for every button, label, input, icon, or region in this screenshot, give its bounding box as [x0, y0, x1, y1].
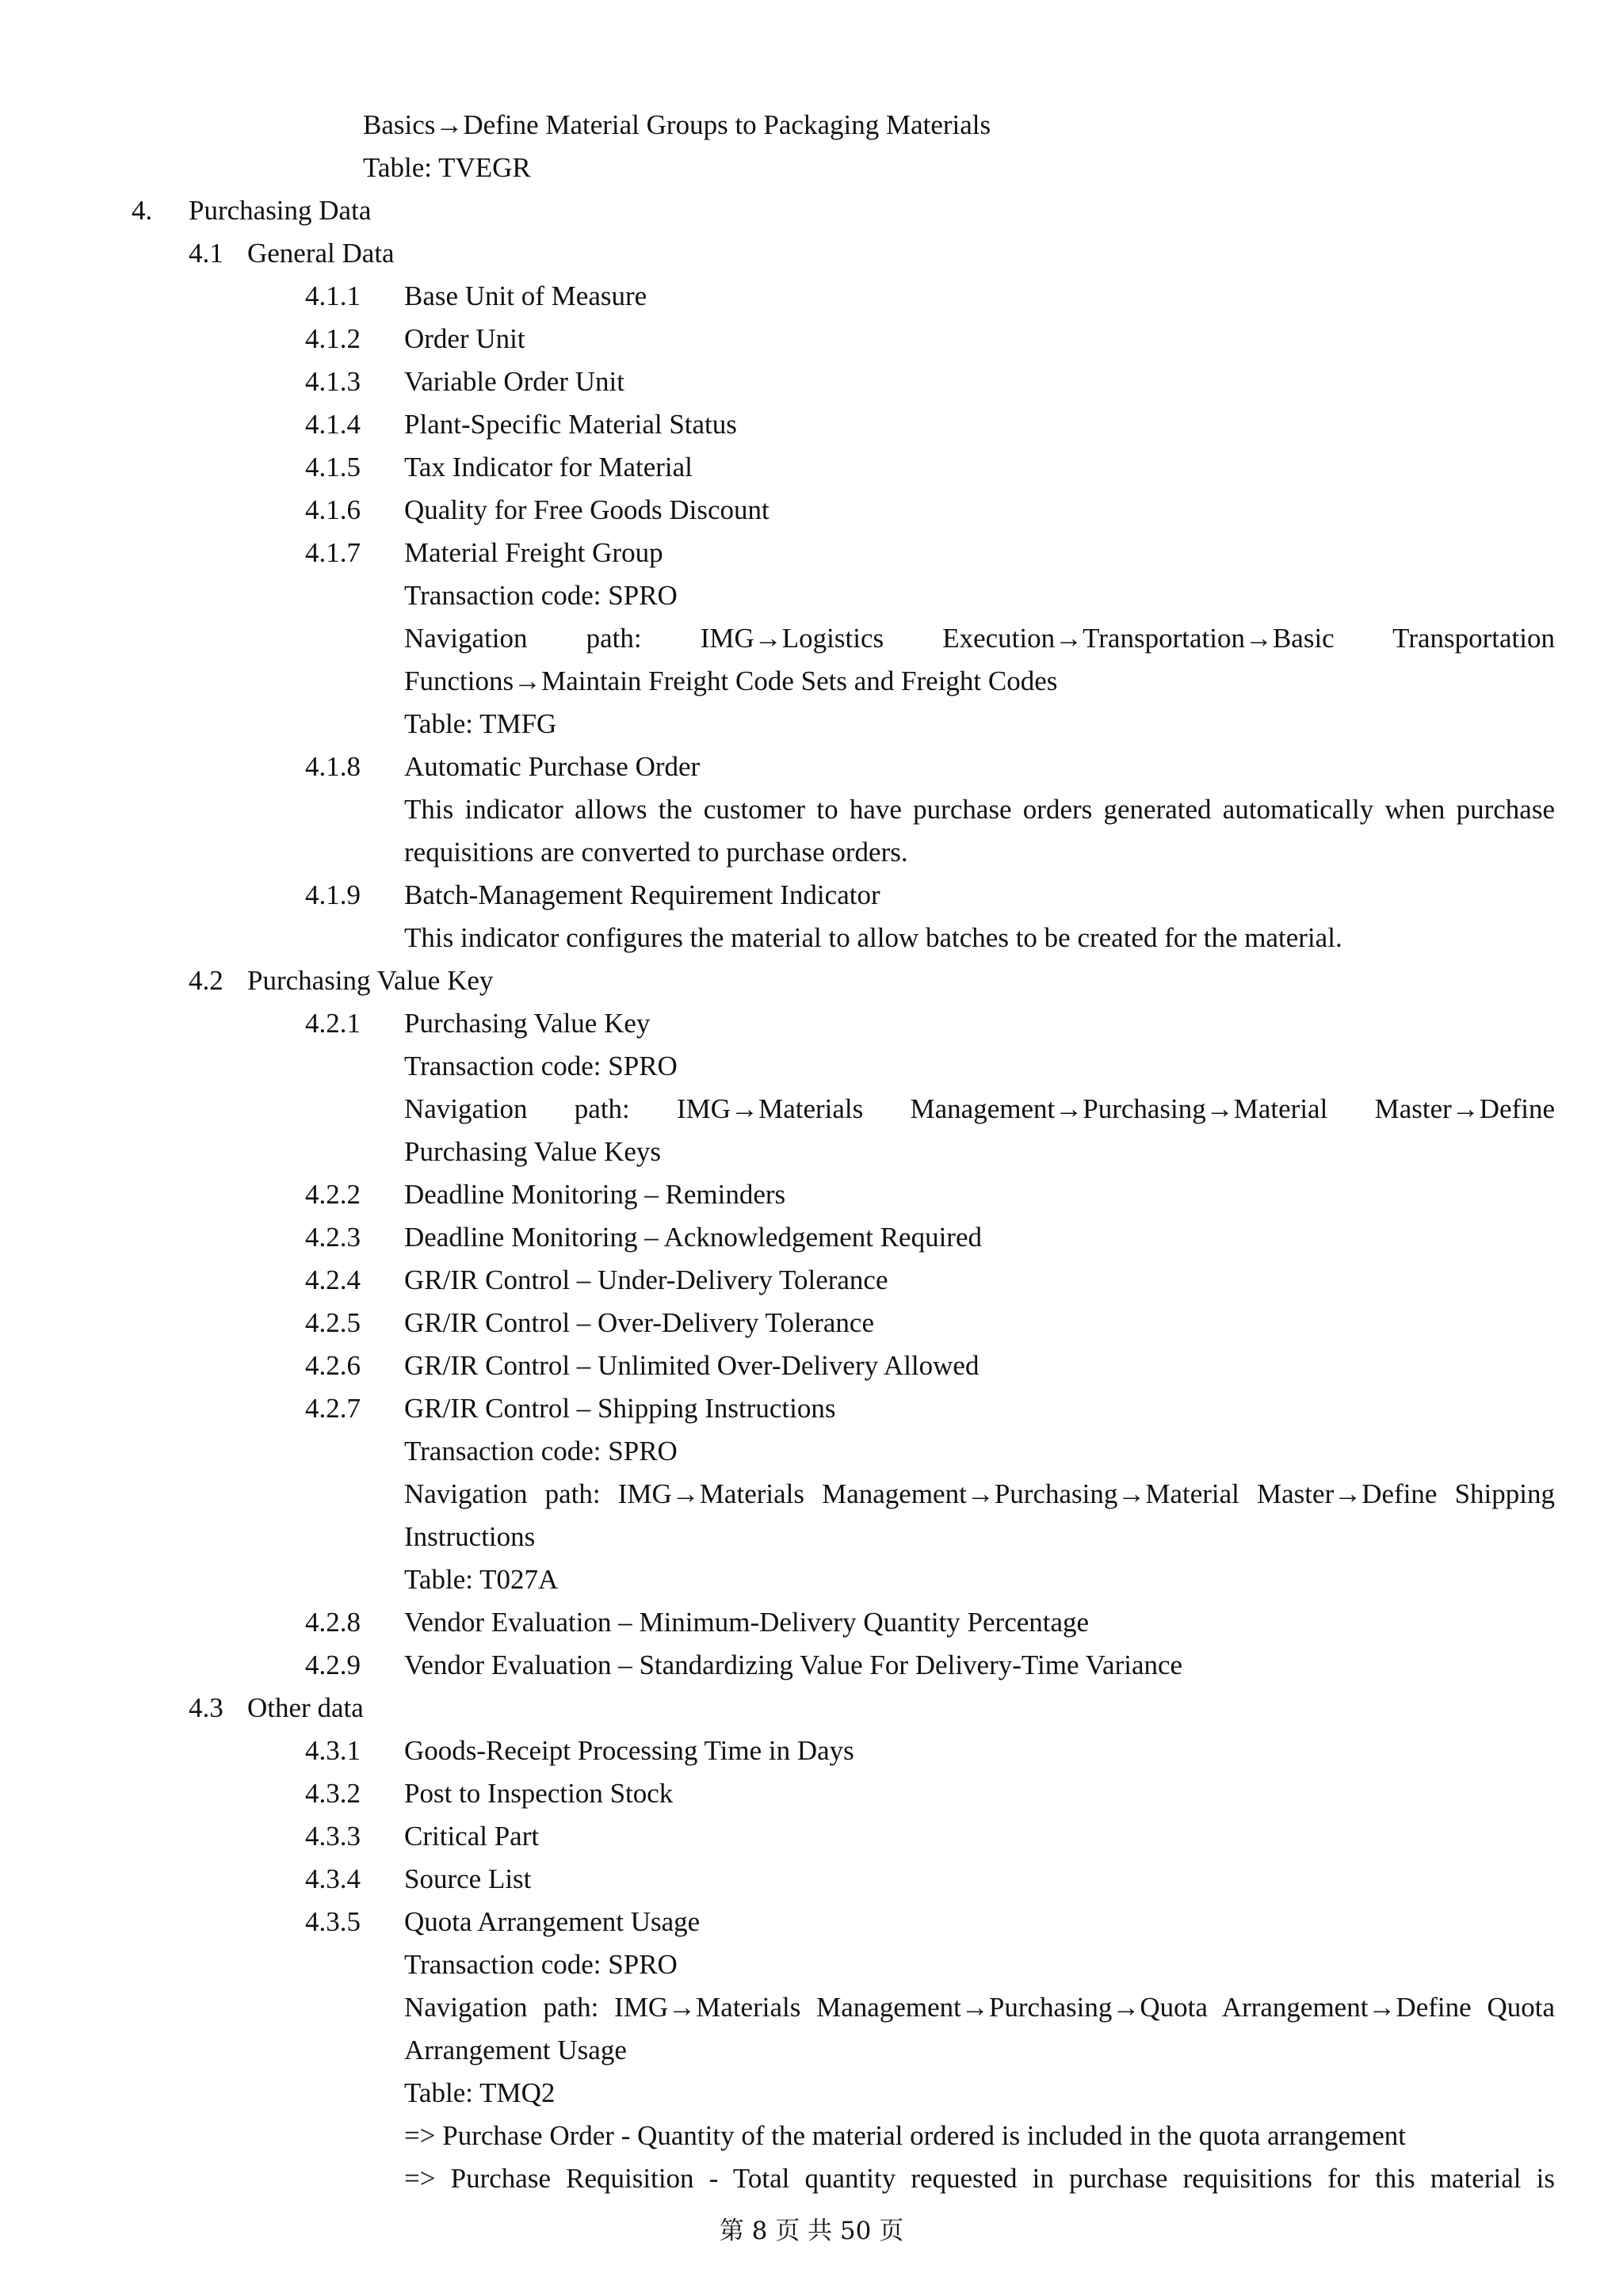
item-number: 4.2.6 [305, 1350, 361, 1381]
item-title: Automatic Purchase Order [404, 751, 701, 782]
table-reference: Table: TMQ2 [404, 2077, 556, 2108]
item-title: Variable Order Unit [404, 366, 624, 397]
description-text: This indicator allows the customer to have purchase orders generated automatically when purchase [404, 794, 1555, 825]
item-number: 4.1.8 [305, 751, 361, 782]
transaction-code: Transaction code: SPRO [404, 1051, 678, 1081]
item-title: Purchasing Value Key [404, 1008, 651, 1039]
quota-note: => Purchase Requisition - Total quantity requested in purchase requisitions for this material is [404, 2163, 1555, 2194]
item-number: 4.2.2 [305, 1179, 361, 1210]
table-reference: Table: TMFG [404, 708, 557, 739]
section-title: Purchasing Data [189, 195, 372, 226]
item-number: 4.2.4 [305, 1264, 361, 1295]
subsection-title: General Data [247, 238, 395, 269]
item-title: GR/IR Control – Unlimited Over-Delivery Allowed [404, 1350, 980, 1381]
item-number: 4.1.7 [305, 537, 361, 568]
item-number: 4.2.9 [305, 1650, 361, 1680]
transaction-code: Transaction code: SPRO [404, 1436, 678, 1466]
item-title: Batch-Management Requirement Indicator [404, 879, 880, 910]
navigation-path-continued: Purchasing Value Keys [404, 1136, 662, 1167]
item-number: 4.1.9 [305, 879, 361, 910]
item-title: Vendor Evaluation – Minimum-Delivery Quantity Percentage [404, 1607, 1090, 1638]
subsection-number: 4.2 [189, 965, 223, 996]
page-footer: 第 8 页 共 50 页 [719, 2217, 904, 2245]
navigation-path: Navigation path: IMG→Materials Management→Purchasing→Material Master→Define Shipping [404, 1478, 1555, 1509]
item-title: Critical Part [404, 1821, 540, 1852]
subsection-number: 4.1 [189, 238, 223, 269]
subsection-title: Purchasing Value Key [247, 965, 494, 996]
text-line: Basics→Define Material Groups to Packaging Materials [363, 109, 991, 140]
item-number: 4.2.1 [305, 1008, 361, 1039]
item-title: Tax Indicator for Material [404, 452, 693, 482]
item-number: 4.1.6 [305, 494, 361, 525]
subsection-number: 4.3 [189, 1692, 223, 1723]
table-reference: Table: T027A [404, 1564, 559, 1595]
section-number: 4. [132, 195, 153, 226]
item-title: Post to Inspection Stock [404, 1778, 674, 1809]
item-number: 4.2.8 [305, 1607, 361, 1638]
item-title: GR/IR Control – Shipping Instructions [404, 1393, 836, 1424]
subsection-title: Other data [247, 1692, 364, 1723]
transaction-code: Transaction code: SPRO [404, 1949, 678, 1980]
item-title: Vendor Evaluation – Standardizing Value For Delivery-Time Variance [404, 1650, 1183, 1680]
item-number: 4.3.5 [305, 1906, 361, 1937]
item-title: Plant-Specific Material Status [404, 409, 737, 440]
item-number: 4.1.1 [305, 280, 361, 311]
quota-note: => Purchase Order - Quantity of the material ordered is included in the quota arrangement [404, 2120, 1407, 2151]
navigation-path-continued: Functions→Maintain Freight Code Sets and Freight Codes [404, 666, 1058, 696]
item-number: 4.3.3 [305, 1821, 361, 1852]
navigation-path: Navigation path: IMG→Logistics Execution→Transportation→Basic Transportation [404, 623, 1555, 654]
item-title: Material Freight Group [404, 537, 663, 568]
text-line: Table: TVEGR [363, 152, 531, 183]
item-title: GR/IR Control – Over-Delivery Tolerance [404, 1307, 874, 1338]
transaction-code: Transaction code: SPRO [404, 580, 678, 611]
item-number: 4.2.5 [305, 1307, 361, 1338]
navigation-path-continued: Instructions [404, 1521, 536, 1552]
item-number: 4.1.4 [305, 409, 361, 440]
item-title: GR/IR Control – Under-Delivery Tolerance [404, 1264, 888, 1295]
item-title: Quota Arrangement Usage [404, 1906, 701, 1937]
item-number: 4.2.3 [305, 1222, 361, 1253]
navigation-path-continued: Arrangement Usage [404, 2035, 627, 2065]
item-title: Deadline Monitoring – Reminders [404, 1179, 786, 1210]
item-number: 4.3.1 [305, 1735, 361, 1766]
navigation-path: Navigation path: IMG→Materials Management→Purchasing→Material Master→Define [404, 1093, 1555, 1124]
item-number: 4.3.4 [305, 1863, 361, 1894]
item-title: Deadline Monitoring – Acknowledgement Required [404, 1222, 983, 1253]
item-title: Order Unit [404, 323, 525, 354]
description-text: This indicator configures the material to allow batches to be created for the material. [404, 922, 1342, 953]
item-number: 4.1.3 [305, 366, 361, 397]
item-number: 4.1.2 [305, 323, 361, 354]
item-number: 4.1.5 [305, 452, 361, 482]
item-title: Quality for Free Goods Discount [404, 494, 769, 525]
item-title: Source List [404, 1863, 532, 1894]
item-title: Goods-Receipt Processing Time in Days [404, 1735, 854, 1766]
item-number: 4.2.7 [305, 1393, 361, 1424]
item-title: Base Unit of Measure [404, 280, 647, 311]
description-text: requisitions are converted to purchase orders. [404, 837, 908, 868]
item-number: 4.3.2 [305, 1778, 361, 1809]
navigation-path: Navigation path: IMG→Materials Management→Purchasing→Quota Arrangement→Define Quota [404, 1992, 1555, 2023]
